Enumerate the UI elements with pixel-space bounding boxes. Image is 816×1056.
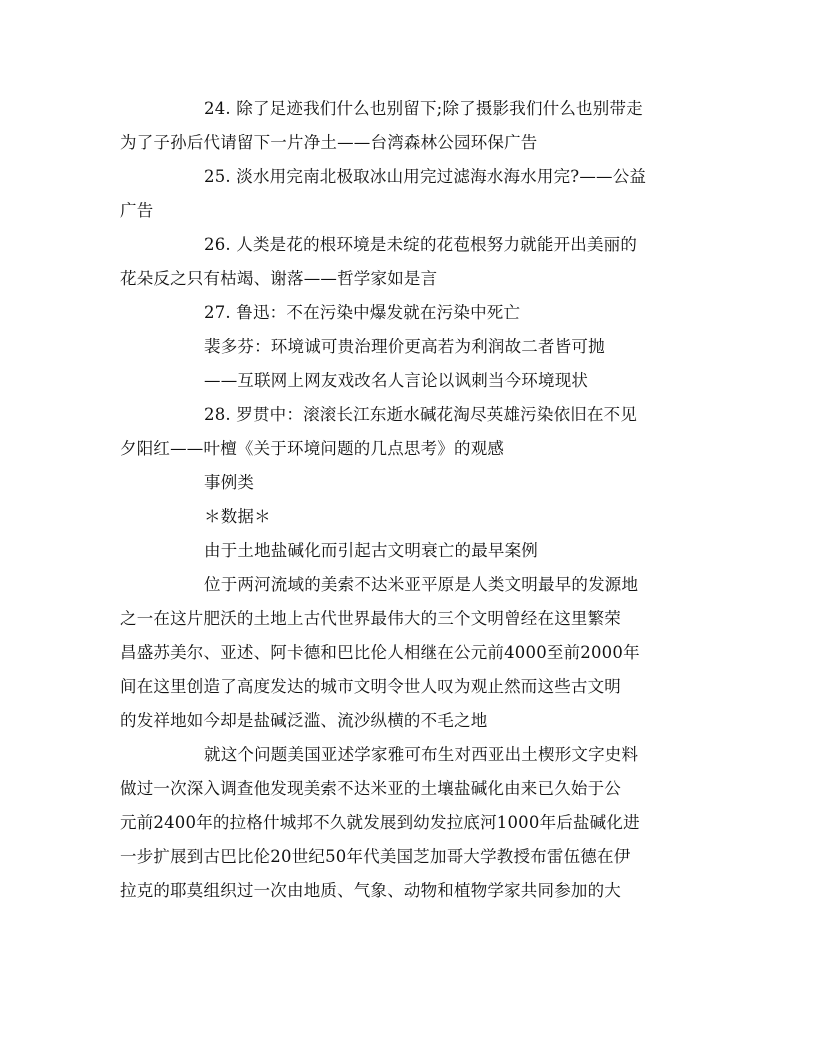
text-line: 26. 人类是花的根环境是未绽的花苞根努力就能开出美丽的 <box>204 235 638 254</box>
case-title: 由于土地盐碱化而引起古文明衰亡的最早案例 <box>204 541 538 560</box>
section-heading: 事例类 <box>204 473 255 492</box>
text-line: 的发祥地如今却是盐碱泛滥、流沙纵横的不毛之地 <box>120 711 488 730</box>
text-line: 做过一次深入调查他发现美索不达米亚的土壤盐碱化由来已久始于公 <box>120 779 621 798</box>
text-line: 间在这里创造了高度发达的城市文明令世人叹为观止然而这些古文明 <box>120 677 621 696</box>
text-line: 昌盛苏美尔、亚述、阿卡德和巴比伦人相继在公元前4000至前2000年 <box>120 643 640 662</box>
text-line: 广告 <box>120 201 154 220</box>
text-line: 28. 罗贯中：滚滚长江东逝水碱花淘尽英雄污染依旧在不见 <box>204 405 638 424</box>
text-line: 裴多芬：环境诚可贵治理价更高若为利润故二者皆可抛 <box>204 337 605 356</box>
text-line: 花朵反之只有枯竭、谢落——哲学家如是言 <box>120 269 438 288</box>
text-line: 夕阳红——叶檀《关于环境问题的几点思考》的观感 <box>120 439 505 458</box>
text-line: ——互联网上网友戏改名人言论以讽刺当今环境现状 <box>204 371 589 390</box>
text-line: 元前2400年的拉格什城邦不久就发展到幼发拉底河1000年后盐碱化进 <box>120 813 640 832</box>
text-line: 位于两河流域的美索不达米亚平原是人类文明最早的发源地 <box>204 575 639 594</box>
text-line: 24. 除了足迹我们什么也别留下;除了摄影我们什么也别带走 <box>204 99 643 118</box>
text-line: 拉克的耶莫组织过一次由地质、气象、动物和植物学家共同参加的大 <box>120 881 621 900</box>
text-line: 一步扩展到古巴比伦20世纪50年代美国芝加哥大学教授布雷伍德在伊 <box>120 847 631 866</box>
text-line: 就这个问题美国亚述学家雅可布生对西亚出土楔形文字史料 <box>204 745 639 764</box>
document-body <box>120 92 684 908</box>
text-line: 25. 淡水用完南北极取冰山用完过滤海水海水用完?——公益 <box>204 167 647 186</box>
text-line: 27. 鲁迅：不在污染中爆发就在污染中死亡 <box>204 303 521 322</box>
subsection-heading: ＊数据＊ <box>204 507 271 526</box>
text-line: 为了子孙后代请留下一片净土——台湾森林公园环保广告 <box>120 133 538 152</box>
text-line: 之一在这片肥沃的土地上古代世界最伟大的三个文明曾经在这里繁荣 <box>120 609 621 628</box>
